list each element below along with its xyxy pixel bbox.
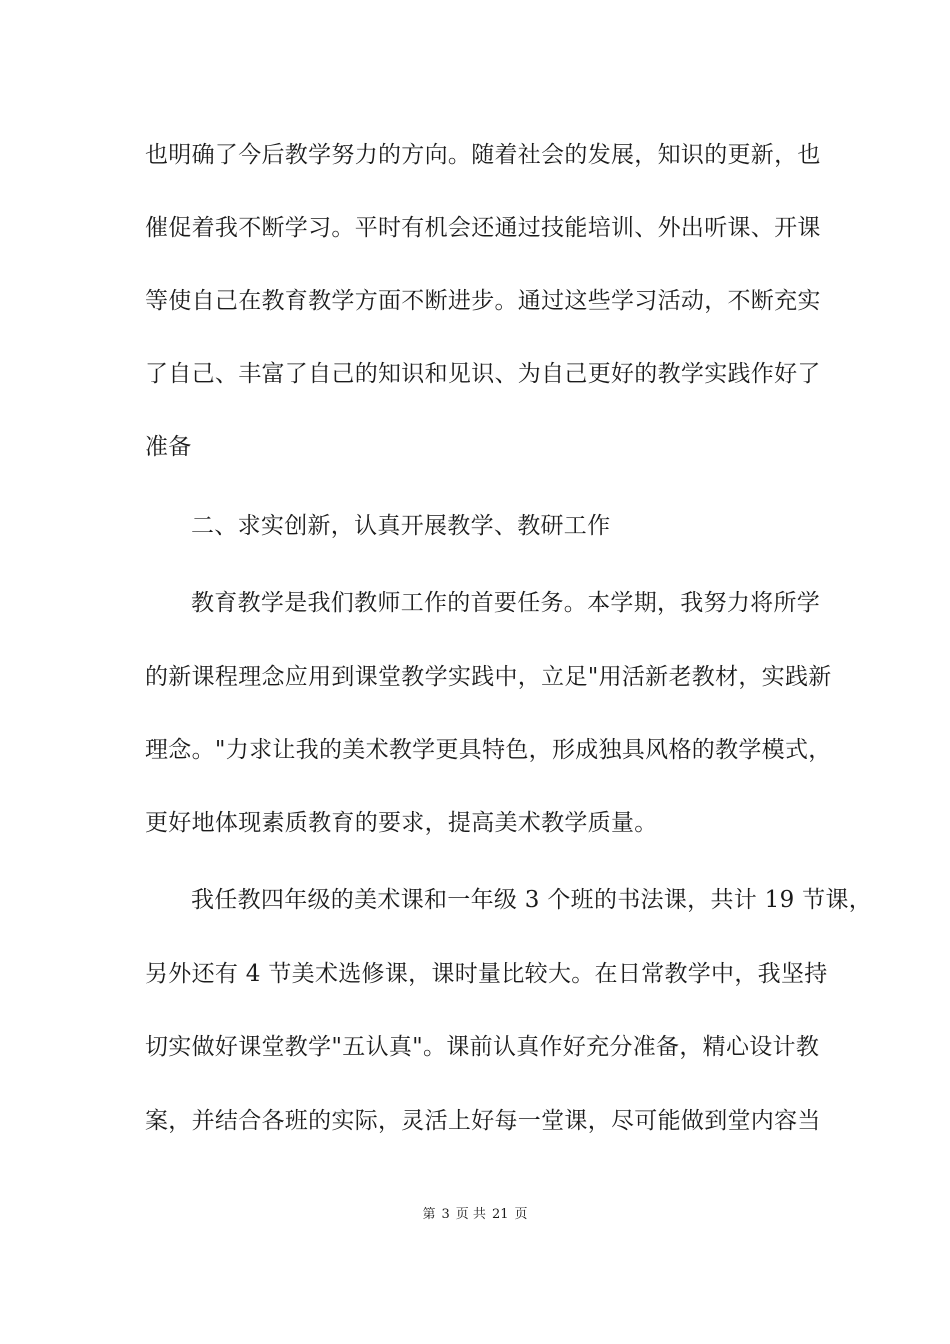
paragraph-line: 也明确了今后教学努力的方向。随着社会的发展，知识的更新，也 — [145, 142, 821, 168]
current-page-number: 3 — [441, 1207, 450, 1222]
section-heading: 二、求实创新，认真开展教学、教研工作 — [191, 513, 611, 539]
page-label-suffix: 页 — [514, 1207, 528, 1222]
paragraph-line: 我任教四年级的美术课和一年级 3 个班的书法课，共计 19 节课， — [191, 887, 873, 913]
paragraph-line: 切实做好课堂教学"五认真"。课前认真作好充分准备，精心设计教 — [145, 1034, 820, 1060]
paragraph-line: 等使自己在教育教学方面不断进步。通过这些学习活动，不断充实 — [145, 288, 821, 314]
paragraph-line: 了自己、丰富了自己的知识和见识、为自己更好的教学实践作好了 — [145, 361, 821, 387]
paragraph-line: 的新课程理念应用到课堂教学实践中，立足"用活新老教材，实践新 — [145, 664, 832, 690]
total-pages-number: 21 — [491, 1207, 509, 1222]
page-footer — [0, 1206, 950, 1224]
page-label-mid: 页 共 — [455, 1207, 486, 1222]
paragraph-line: 案，并结合各班的实际，灵活上好每一堂课，尽可能做到堂内容当 — [145, 1108, 821, 1134]
paragraph-line: 理念。"力求让我的美术教学更具特色，形成独具风格的教学模式， — [145, 737, 832, 763]
paragraph-line: 催促着我不断学习。平时有机会还通过技能培训、外出听课、开课 — [145, 215, 821, 241]
paragraph-line: 另外还有 4 节美术选修课，课时量比较大。在日常教学中，我坚持 — [145, 961, 828, 987]
paragraph-line: 教育教学是我们教师工作的首要任务。本学期，我努力将所学 — [191, 590, 821, 616]
paragraph-line: 准备 — [145, 434, 192, 460]
page-label-prefix: 第 — [422, 1207, 436, 1222]
paragraph-line: 更好地体现素质教育的要求，提高美术教学质量。 — [145, 810, 658, 836]
